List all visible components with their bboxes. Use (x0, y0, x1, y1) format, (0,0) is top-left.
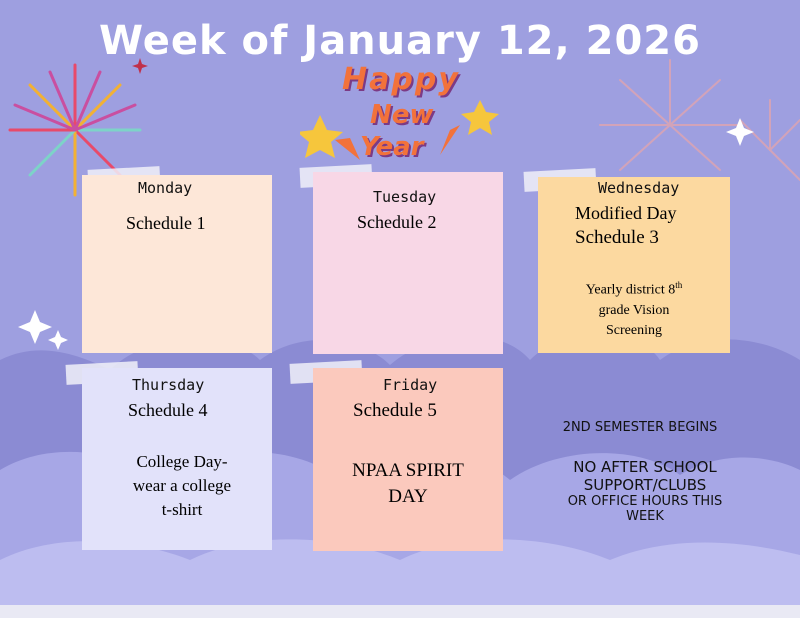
announcement-line3: OR OFFICE HOURS THIS (567, 494, 723, 509)
clubs-announcement (540, 458, 750, 524)
wednesday-note-line3: Screening (606, 322, 662, 338)
thursday-note (82, 450, 282, 522)
wednesday-note-sup: th (675, 280, 683, 290)
schedule-friday: Schedule 5 (353, 400, 437, 421)
wednesday-note-line1: Yearly district 8 (585, 282, 676, 298)
new-text: New (370, 100, 434, 130)
note-friday (313, 368, 503, 551)
note-wednesday (538, 177, 730, 353)
announcement-line2: SUPPORT/CLUBS (583, 476, 707, 494)
thursday-note-line2: wear a college (132, 476, 232, 495)
year-text: Year (360, 132, 424, 162)
semester-announcement: 2ND SEMESTER BEGINS (562, 420, 718, 435)
page-title: Week of January 12, 2026 (99, 18, 701, 64)
friday-note-line1: NPAA SPIRIT (352, 460, 464, 481)
note-thursday (82, 368, 272, 550)
schedule-wednesday-line2: Schedule 3 (575, 227, 659, 248)
schedule-wednesday-line1: Modified Day (575, 203, 677, 223)
schedule-tuesday: Schedule 2 (357, 212, 437, 232)
day-label-monday: Monday (138, 179, 193, 197)
day-label-thursday: Thursday (132, 376, 205, 394)
happy-new-year-graphic (300, 60, 500, 170)
wednesday-note (538, 275, 730, 341)
announcement-line4: WEEK (626, 509, 664, 524)
day-label-tuesday: Tuesday (373, 188, 437, 206)
day-label-wednesday: Wednesday (598, 179, 680, 197)
wednesday-note-line2: grade Vision (598, 302, 670, 318)
thursday-note-line3: t-shirt (161, 500, 203, 519)
note-monday (82, 175, 272, 353)
schedule-thursday: Schedule 4 (128, 400, 208, 420)
schedule-monday: Schedule 1 (126, 213, 206, 233)
friday-note (313, 458, 503, 510)
happy-text: Happy (342, 62, 460, 97)
note-tuesday (313, 172, 503, 354)
day-label-friday: Friday (383, 376, 438, 394)
friday-note-line2: DAY (388, 486, 428, 507)
thursday-note-line1: College Day- (136, 452, 228, 471)
announcement-line1: NO AFTER SCHOOL (573, 458, 717, 476)
bottom-strip (0, 605, 800, 618)
